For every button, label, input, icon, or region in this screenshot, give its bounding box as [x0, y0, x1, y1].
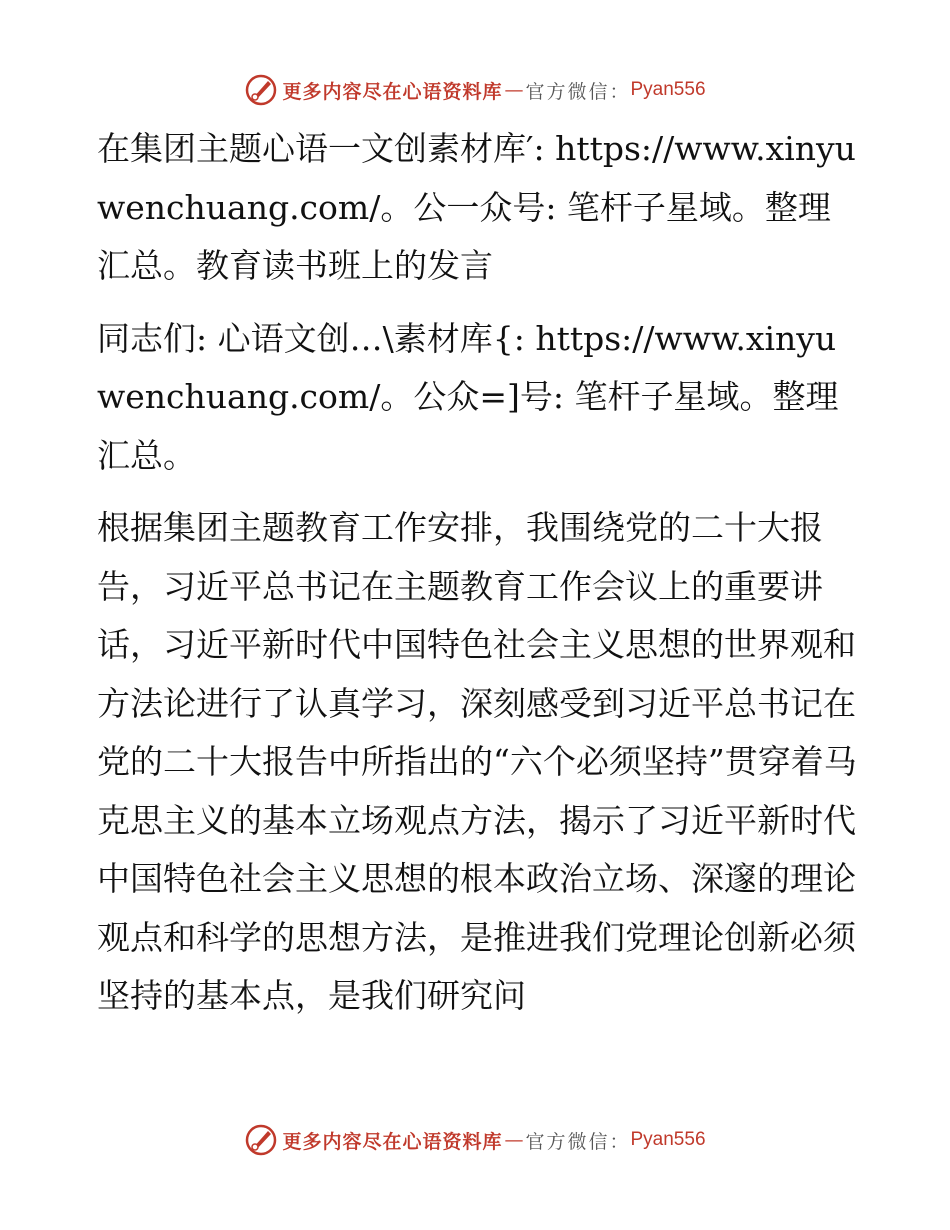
banner-wechat-label: 官方微信： [525, 80, 631, 103]
header-banner [0, 70, 950, 110]
footer-banner [0, 1120, 950, 1160]
banner-wechat-label: 官方微信： [525, 1130, 631, 1153]
paragraph-intro: 在集团主题心语一文创素材库′: https://www.xinyuwenchuang.com/。公一众号: 笔杆子星域。整理汇总。教育读书班上的发言 [97, 129, 856, 285]
banner-dash: — [504, 1129, 524, 1151]
banner-title: 更多内容尽在心语资料库 [282, 80, 503, 103]
quill-pen-logo-icon [244, 1123, 278, 1157]
document-body [97, 120, 857, 1026]
banner-wechat-id: Pyan556 [630, 1129, 706, 1150]
paragraph-greeting: 同志们: 心语文创…\素材库{: https://www.xinyuwenchuang.com/。公众=]号: 笔杆子星域。整理汇总。 [97, 318, 839, 475]
quill-pen-logo-icon [244, 73, 278, 107]
banner-title: 更多内容尽在心语资料库 [282, 1130, 503, 1153]
paragraph-main: 根据集团主题教育工作安排，我围绕党的二十大报告，习近平总书记在主题教育工作会议上的重要讲话，习近平新时代中国特色社会主义思想的世界观和方法论进行了认真学习，深刻感受到习近平总书记在党的二十大报告中所指出的“六个必须坚持”贯穿着马克思主义的基本立场观点方法，揭示了习近平新时代中国特色社会主义思想的根本政治立场、深邃的理论观点和科学的思想方法，是推进我们党理论创新必须坚持的基本点，是我们研究问 [97, 508, 857, 1015]
banner-wechat-id: Pyan556 [630, 79, 706, 100]
banner-dash: — [504, 79, 524, 101]
